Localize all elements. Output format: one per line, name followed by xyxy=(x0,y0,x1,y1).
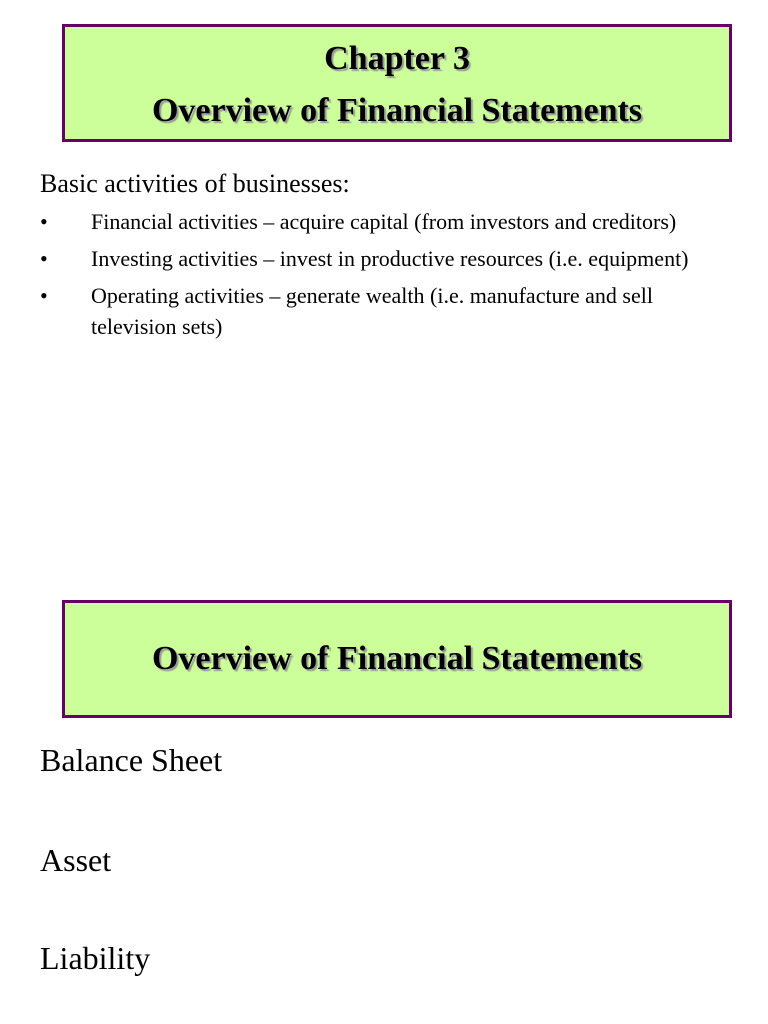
section-title: Overview of Financial Statements xyxy=(151,640,643,677)
term-liability: Liability xyxy=(40,940,151,976)
activities-list xyxy=(40,206,730,348)
chapter-title: Overview of Financial Statements xyxy=(151,92,643,129)
chapter-number: Chapter 3 xyxy=(324,40,470,77)
term-asset: Asset xyxy=(40,842,112,878)
chapter-title-box xyxy=(62,24,732,142)
bullet-icon: • xyxy=(40,283,48,308)
bullet-icon: • xyxy=(40,209,48,234)
list-item xyxy=(40,206,730,237)
bullet-text-financial: Financial activities – acquire capital (from investors and creditors) xyxy=(91,209,677,234)
intro-text: Basic activities of businesses: xyxy=(40,169,350,198)
list-item xyxy=(40,280,730,342)
bullet-text-operating: Operating activities – generate wealth (i.e. manufacture and sell television sets) xyxy=(91,283,653,339)
bullet-icon: • xyxy=(40,246,48,271)
section-title-box xyxy=(62,600,732,718)
term-balance-sheet: Balance Sheet xyxy=(40,742,223,778)
bullet-text-investing: Investing activities – invest in productive resources (i.e. equipment) xyxy=(91,246,689,271)
list-item xyxy=(40,243,730,274)
